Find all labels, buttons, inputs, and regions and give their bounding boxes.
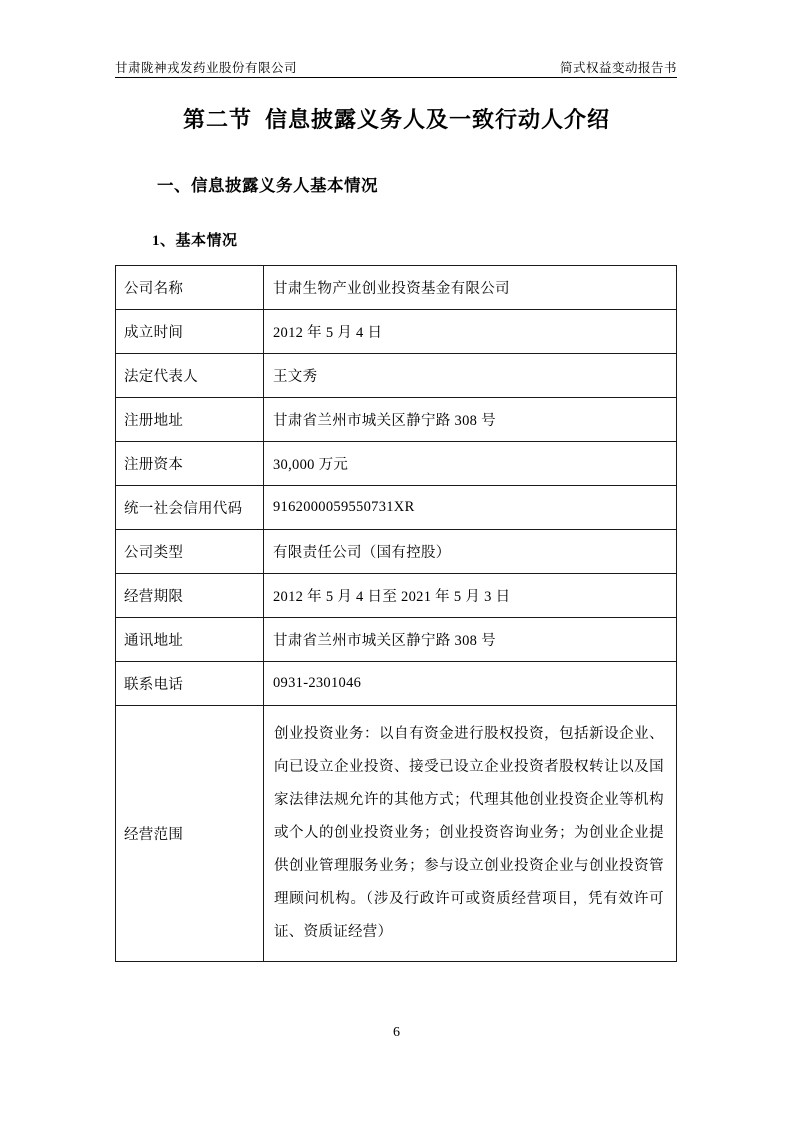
subsection-heading: 1、基本情况 [152, 233, 238, 249]
table-row [116, 486, 677, 530]
table-row [116, 442, 677, 486]
field-value: 30,000 万元 [264, 442, 677, 486]
page-header [115, 58, 677, 76]
field-label: 经营期限 [116, 574, 264, 618]
field-label: 公司类型 [116, 530, 264, 574]
table-row [116, 706, 677, 962]
field-label: 法定代表人 [116, 354, 264, 398]
basic-info-table [115, 265, 677, 962]
field-value: 有限责任公司（国有控股） [264, 530, 677, 574]
table-row [116, 266, 677, 310]
header-company-name: 甘肃陇神戎发药业股份有限公司 [115, 61, 298, 75]
field-value: 9162000059550731XR [264, 486, 677, 530]
table-row [116, 310, 677, 354]
field-label: 注册资本 [116, 442, 264, 486]
field-label: 统一社会信用代码 [116, 486, 264, 530]
field-label: 公司名称 [116, 266, 264, 310]
section-heading: 一、信息披露义务人基本情况 [157, 176, 378, 195]
table-row [116, 354, 677, 398]
field-label: 通讯地址 [116, 618, 264, 662]
page-number: 6 [393, 1025, 400, 1040]
field-label: 经营范围 [116, 706, 264, 962]
field-value: 0931-2301046 [264, 662, 677, 706]
field-value: 创业投资业务：以自有资金进行股权投资，包括新设企业、向已设立企业投资、接受已设立企业投资者股权转让以及国家法律法规允许的其他方式；代理其他创业投资企业等机构或个人的创业投资业务；创业投资咨询业务；为创业企业提供创业管理服务业务；参与设立创业投资企业与创业投资管理顾问机构。（涉及行政许可或资质经营项目，凭有效许可证、资质证经营） [264, 706, 677, 962]
document-title: 第二节 信息披露义务人及一致行动人介绍 [182, 107, 610, 132]
field-value: 甘肃省兰州市城关区静宁路 308 号 [264, 398, 677, 442]
table-row [116, 530, 677, 574]
field-value: 甘肃生物产业创业投资基金有限公司 [264, 266, 677, 310]
header-report-title: 简式权益变动报告书 [559, 61, 677, 75]
field-value: 2012 年 5 月 4 日 [264, 310, 677, 354]
field-label: 注册地址 [116, 398, 264, 442]
field-label: 成立时间 [116, 310, 264, 354]
table-row [116, 618, 677, 662]
table-row [116, 662, 677, 706]
table-row [116, 398, 677, 442]
field-value: 甘肃省兰州市城关区静宁路 308 号 [264, 618, 677, 662]
table-row [116, 574, 677, 618]
field-label: 联系电话 [116, 662, 264, 706]
field-value: 2012 年 5 月 4 日至 2021 年 5 月 3 日 [264, 574, 677, 618]
header-divider [115, 77, 677, 78]
field-value: 王文秀 [264, 354, 677, 398]
